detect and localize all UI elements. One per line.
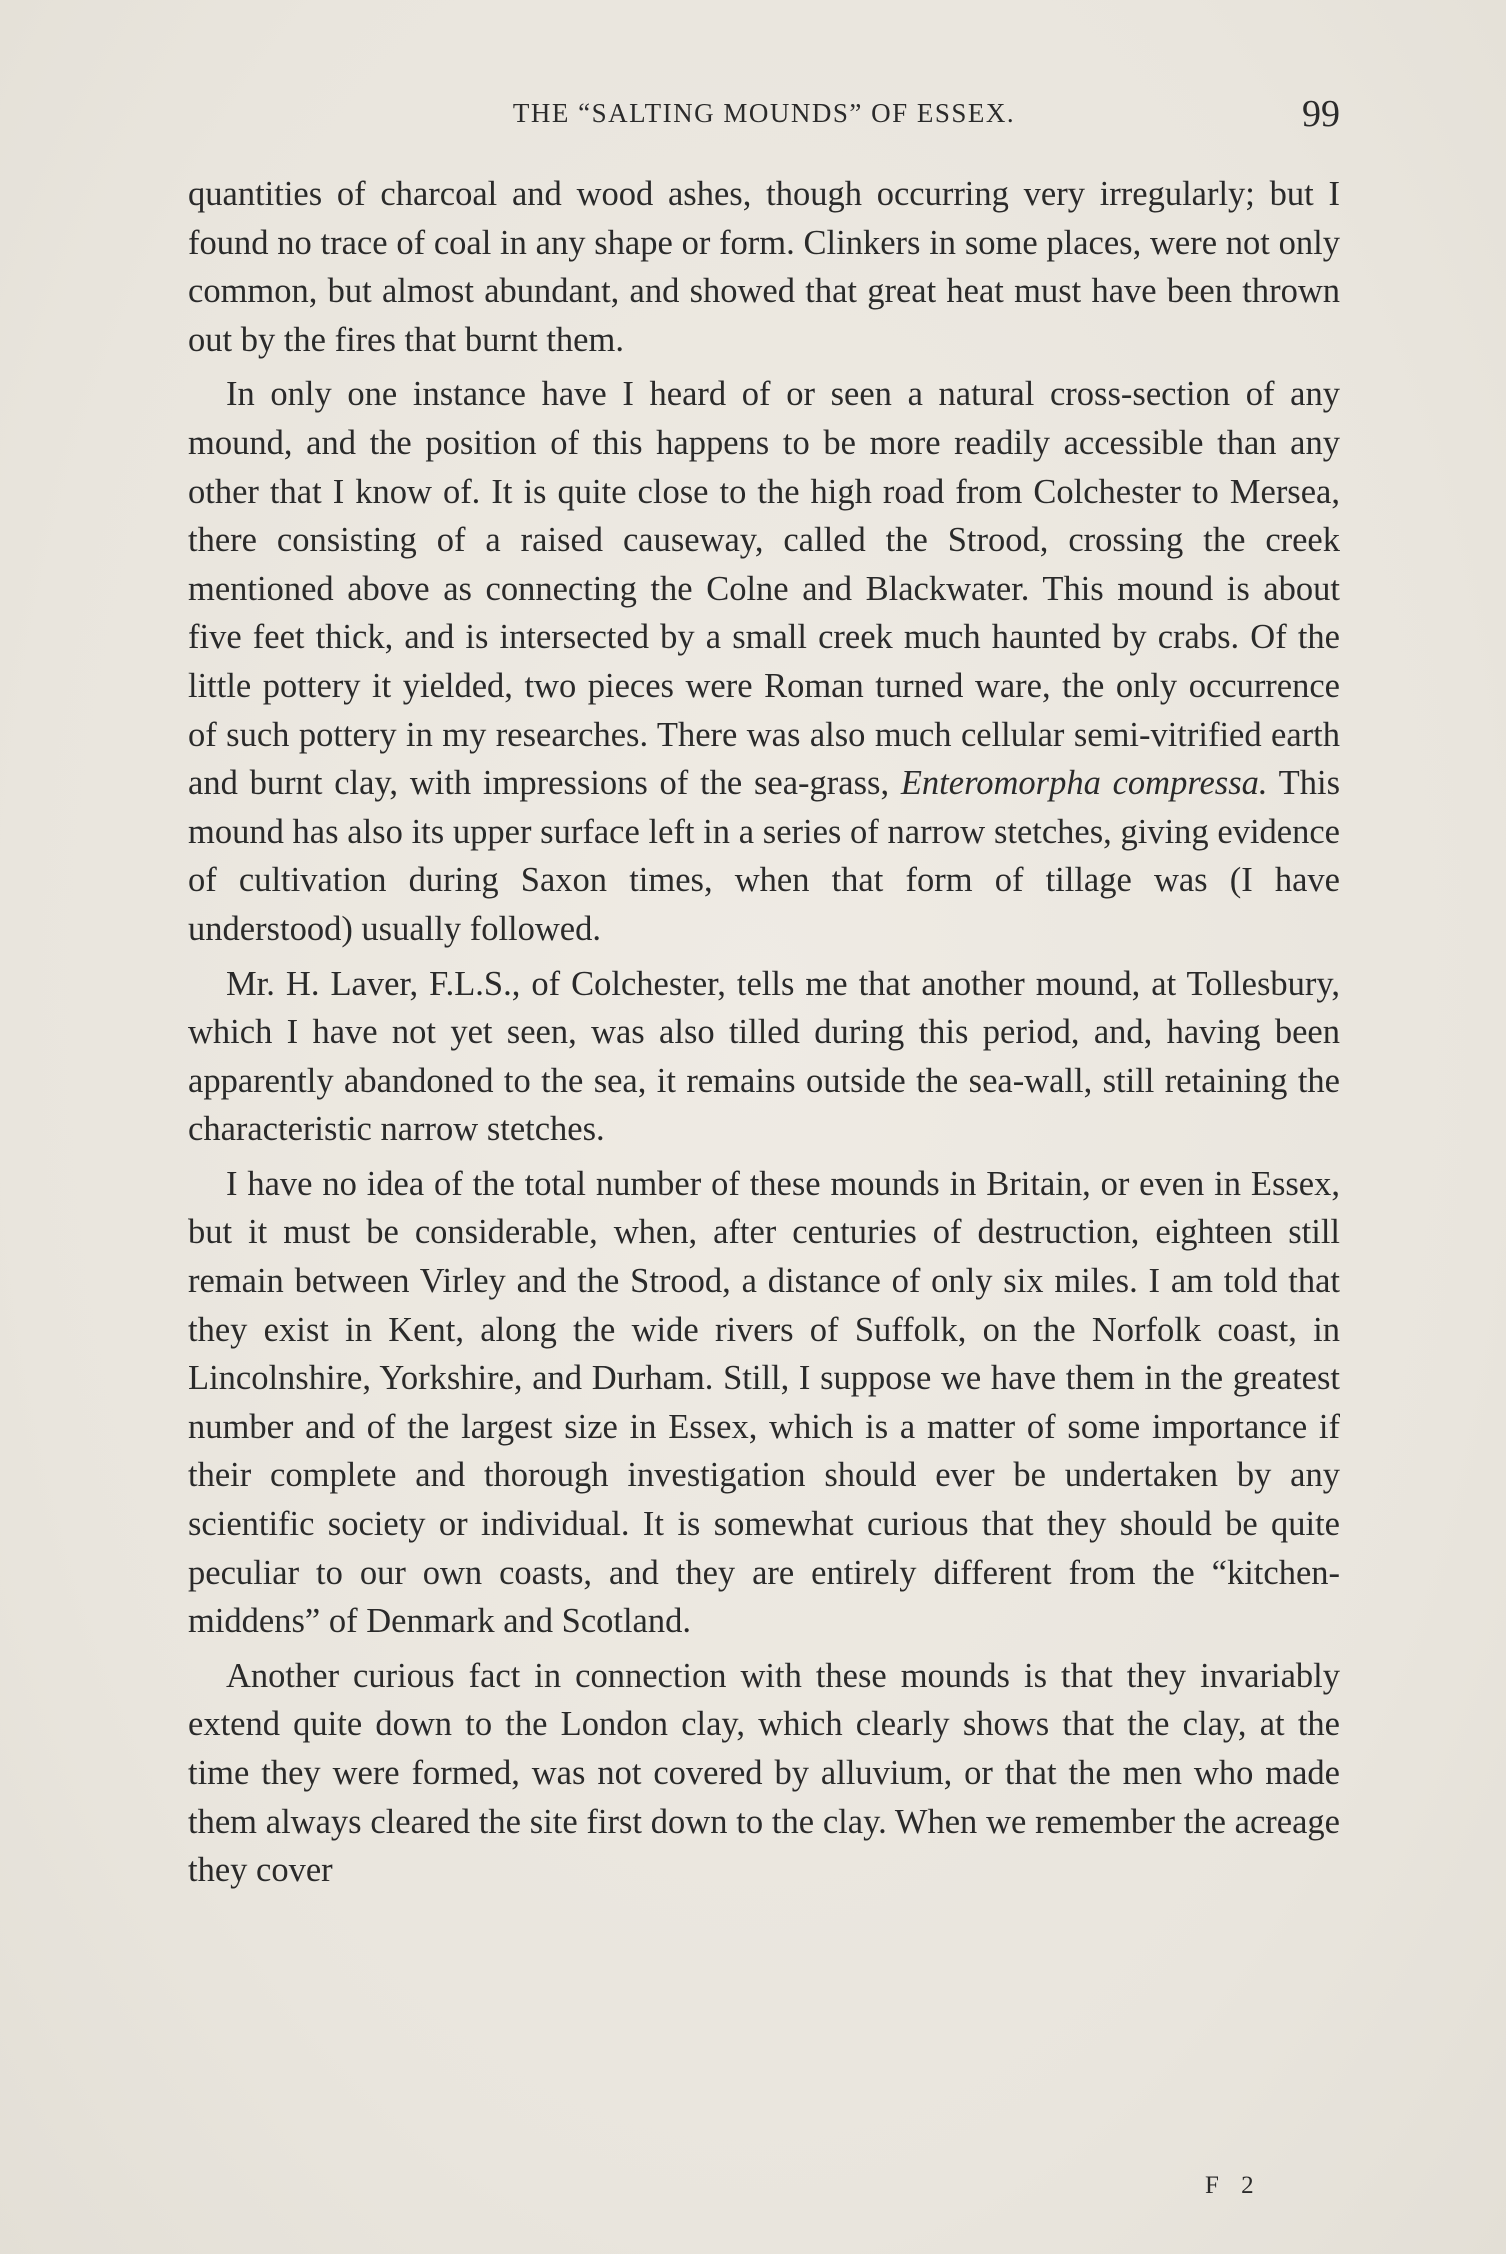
paragraph-london-clay: Another curious fact in connection with these mounds is that they invariably extend quite down to the London clay, which clearly shows that the clay, at the time they were formed, was not covered by alluvium, or that the men who made them always cleared the site first down to the clay. When we remember the acreage they cover bbox=[188, 1656, 1340, 1890]
page-number: 99 bbox=[1302, 93, 1340, 135]
body-text bbox=[188, 170, 1340, 1901]
paragraph-cross-section bbox=[188, 370, 1340, 953]
paragraph-continued: quantities of charcoal and wood ashes, though occurring very irregularly; but I found no trace of coal in any shape or form. Clinkers in some places, were not only common, but almost abundant, and showed that great heat must have been thrown out by the fires that burnt them. bbox=[188, 175, 1340, 359]
species-name: Enteromorpha compressa. bbox=[900, 764, 1268, 803]
signature-mark: F 2 bbox=[1205, 2172, 1262, 2199]
paragraph-text: This mound has also its upper surface left in a series of narrow stetches, giving evidence of cultivation during Saxon times, when that form of tillage was (I have understood) usually followed. bbox=[188, 764, 1341, 948]
paragraph-text: In only one instance have I heard of or seen a natural cross-section of any mound, and the position of this happens to be more readily accessible than any other that I know of. It is quite close to the high road from Colchester to Mersea, there consisting of a raised causeway, called the Strood, crossing the creek mentioned above as connecting the Colne and Blackwater. This mound is about five feet thick, and is intersected by a small creek much haunted by crabs. Of the little pottery it yielded, two pieces were Roman turned ware, the only occurrence of such pottery in my researches. There was also much cellular semi-vitrified earth and burnt clay, with impressions of the sea-grass, bbox=[188, 375, 1340, 803]
running-head bbox=[188, 92, 1340, 142]
running-title: THE “SALTING MOUNDS” OF ESSEX. bbox=[512, 98, 1016, 128]
paragraph-tollesbury: Mr. H. Laver, F.L.S., of Colchester, tells me that another mound, at Tollesbury, which I have not yet seen, was also tilled during this period, and, having been apparently abandoned to the sea, it remains outside the sea-wall, still retaining the characteristic narrow stetches. bbox=[188, 964, 1340, 1149]
paragraph-number-of-mounds: I have no idea of the total number of these mounds in Britain, or even in Essex, but it must be considerable, when, after centuries of destruction, eighteen still remain between Virley and the Strood, a distance of only six miles. I am told that they exist in Kent, along the wide rivers of Suffolk, on the Norfolk coast, in Lincolnshire, Yorkshire, and Durham. Still, I suppose we have them in the greatest number and of the largest size in Essex, which is a matter of some importance if their complete and thorough investigation should ever be undertaken by any scientific society or individual. It is somewhat curious that they should be quite peculiar to our own coasts, and they are entirely different from the “kitchen-middens” of Denmark and Scotland. bbox=[188, 1164, 1340, 1641]
